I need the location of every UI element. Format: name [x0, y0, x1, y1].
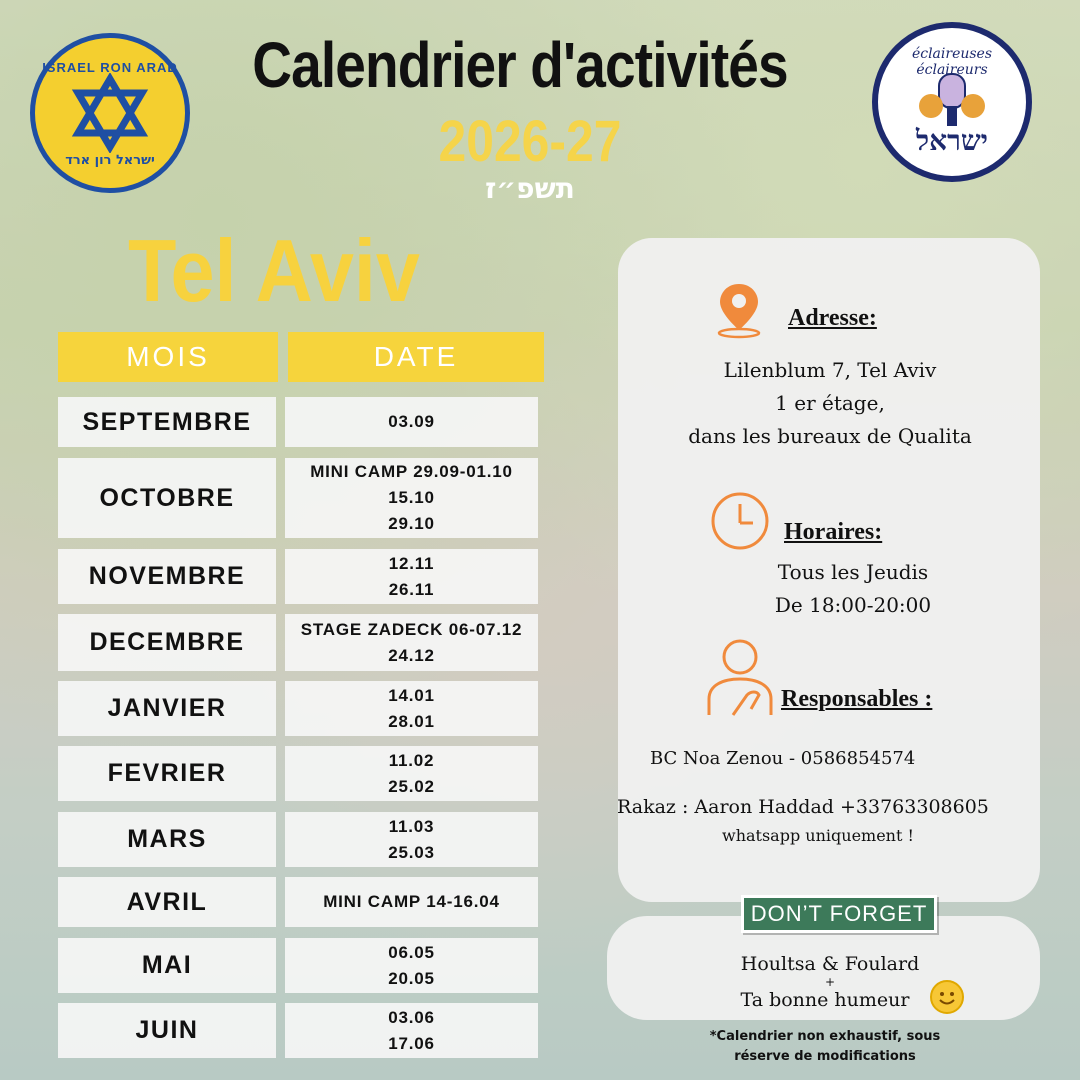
year-label: 2026-27: [438, 109, 622, 174]
table-row-dates: [285, 614, 538, 671]
table-row-month: MARS: [58, 812, 276, 867]
date-entry: 12.11: [388, 553, 435, 573]
date-entry: 06.05: [388, 942, 435, 962]
table-row-dates: [285, 812, 538, 867]
date-entry: 11.03: [388, 816, 435, 836]
hours-line: De 18:00-20:00: [774, 593, 932, 617]
hebrew-year-label: תשפ״ז: [485, 172, 575, 205]
table-row-month: FEVRIER: [58, 746, 276, 801]
address-line: Lilenblum 7, Tel Aviv: [723, 358, 937, 382]
reminder-line: Ta bonne humeur: [740, 989, 910, 1011]
table-header-date: DATE: [288, 332, 544, 382]
table-row-dates: [285, 746, 538, 801]
table-row-dates: [285, 458, 538, 538]
table-row-dates: [285, 1003, 538, 1058]
smiley-icon: [930, 980, 964, 1014]
table-row-dates: [285, 938, 538, 993]
smiley-face-icon: [932, 982, 962, 1012]
table-row-dates: [285, 877, 538, 927]
table-row-dates: [285, 549, 538, 604]
responsables-title: Responsables :: [781, 686, 933, 712]
date-entry: 20.05: [388, 968, 435, 988]
footnote-line: réserve de modifications: [734, 1049, 916, 1064]
date-entry: 14.01: [388, 685, 435, 705]
date-entry: 25.03: [388, 842, 435, 862]
date-entry: 29.10: [388, 514, 435, 533]
bc-contact: BC Noa Zenou - 0586854574: [650, 748, 916, 769]
table-row-month: NOVEMBRE: [58, 549, 276, 604]
table-row-month: MAI: [58, 938, 276, 993]
table-row-month: OCTOBRE: [58, 458, 276, 538]
table-row-month: SEPTEMBRE: [58, 397, 276, 447]
date-entry: 03.09: [388, 412, 435, 431]
table-row-dates: [285, 397, 538, 447]
table-row-dates: [285, 681, 538, 736]
footnote-line: *Calendrier non exhaustif, sous: [709, 1029, 941, 1044]
table-row-month: JUIN: [58, 1003, 276, 1058]
date-entry: MINI CAMP 29.09-01.10: [310, 462, 513, 481]
eclaireurs-israel-logo: [872, 22, 1032, 182]
dont-forget-badge: DON’T FORGET: [741, 895, 937, 933]
table-row-month: AVRIL: [58, 877, 276, 927]
date-entry: 17.06: [388, 1033, 435, 1053]
address-line: 1 er étage,: [775, 391, 885, 415]
rakaz-contact: Rakaz : Aaron Haddad +33763308605: [617, 796, 989, 818]
address-block: [630, 354, 1030, 453]
hours-title: Horaires:: [784, 519, 883, 545]
address-line: dans les bureaux de Qualita: [688, 424, 972, 448]
date-entry: 03.06: [388, 1007, 435, 1027]
city-title: Tel Aviv: [128, 221, 420, 320]
reminder-plus: +: [824, 975, 836, 989]
table-row-month: JANVIER: [58, 681, 276, 736]
footnote: [690, 1027, 960, 1067]
page-title: Calendrier d'activités: [252, 29, 788, 101]
date-entry: MINI CAMP 14-16.04: [323, 892, 500, 911]
reminder-line: Houltsa & Foulard: [740, 953, 920, 975]
date-entry: 15.10: [388, 488, 435, 507]
date-entry: 28.01: [388, 711, 435, 731]
hours-line: Tous les Jeudis: [777, 560, 929, 584]
person-hand-icon: [703, 637, 777, 717]
logo-right-top-text: éclaireuses éclaireurs: [911, 46, 993, 78]
location-pin-icon: [714, 280, 764, 340]
whatsapp-note: whatsapp uniquement !: [722, 826, 914, 845]
date-entry: 24.12: [388, 645, 435, 665]
date-entry: 25.02: [388, 776, 435, 796]
date-entry: STAGE ZADECK 06-07.12: [300, 619, 523, 639]
table-row-month: DECEMBRE: [58, 614, 276, 671]
star-of-david-icon: [70, 73, 150, 153]
date-entry: 26.11: [388, 579, 435, 599]
lions-tablets-icon: [917, 72, 987, 132]
logo-right-bottom-text: ישראל: [916, 124, 988, 157]
table-header-month: MOIS: [58, 332, 278, 382]
logo-left-bottom-text: ישראל רון ארד: [65, 153, 155, 168]
hours-block: [728, 556, 978, 622]
israel-ron-arad-logo: [30, 33, 190, 193]
address-title: Adresse:: [788, 305, 877, 331]
clock-icon: [709, 490, 771, 552]
date-entry: 11.02: [388, 750, 435, 770]
logo-left-top-text: ISRAEL RON ARAD: [42, 60, 178, 75]
